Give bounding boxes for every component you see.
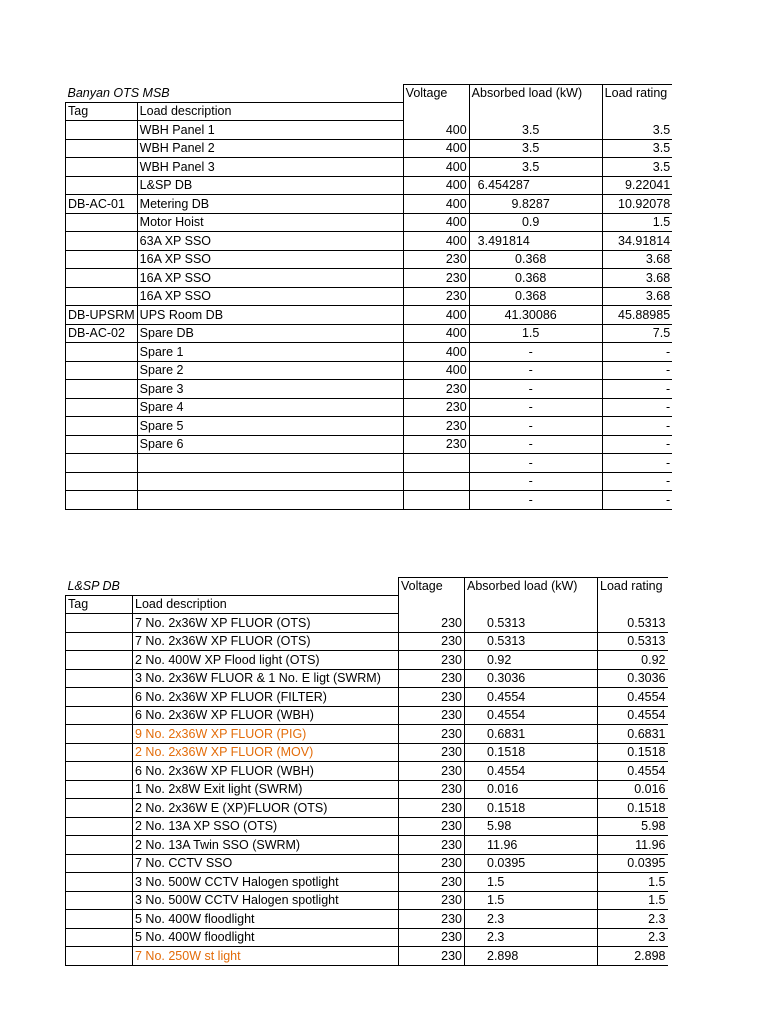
table-row — [66, 910, 668, 929]
voltage-cell: 230 — [399, 910, 465, 929]
voltage-cell: 230 — [403, 435, 469, 454]
absorbed-load-cell: 0.016 — [465, 780, 598, 799]
load-description-cell: 1 No. 2x8W Exit light (SWRM) — [133, 780, 399, 799]
load-rating-cell: 0.3036 — [598, 669, 668, 688]
table-row — [66, 836, 668, 855]
voltage-cell: 230 — [403, 398, 469, 417]
table-title: Banyan OTS MSB — [66, 85, 404, 103]
load-rating-cell: 0.4554 — [598, 688, 668, 707]
load-description-cell: 2 No. 400W XP Flood light (OTS) — [133, 651, 399, 670]
table-row — [66, 762, 668, 781]
absorbed-load-cell: 6.454287 — [469, 176, 602, 195]
tag-cell — [66, 417, 138, 436]
table-row — [66, 947, 668, 966]
absorbed-load-cell: 0.4554 — [465, 762, 598, 781]
voltage-cell: 230 — [399, 836, 465, 855]
load-description-cell: UPS Room DB — [137, 306, 403, 325]
load-description-cell: 7 No. CCTV SSO — [133, 854, 399, 873]
tag-cell — [66, 947, 133, 966]
voltage-cell: 230 — [399, 632, 465, 651]
load-description-cell: Spare 3 — [137, 380, 403, 399]
absorbed-load-cell: 11.96 — [465, 836, 598, 855]
absorbed-load-cell: 0.368 — [469, 269, 602, 288]
load-rating-cell: 2.898 — [598, 947, 668, 966]
load-description-cell: 7 No. 250W st light — [133, 947, 399, 966]
table-row — [66, 651, 668, 670]
voltage-cell: 230 — [399, 762, 465, 781]
tag-cell — [66, 398, 138, 417]
voltage-cell: 400 — [403, 232, 469, 251]
load-description-cell: 16A XP SSO — [137, 287, 403, 306]
load-description-cell: Spare 5 — [137, 417, 403, 436]
absorbed-load-cell: 0.1518 — [465, 743, 598, 762]
voltage-cell: 230 — [403, 250, 469, 269]
table-row — [66, 361, 673, 380]
load-rating-cell: - — [602, 361, 672, 380]
load-rating-cell: 0.5313 — [598, 632, 668, 651]
load-rating-cell: 0.4554 — [598, 762, 668, 781]
tag-cell — [66, 651, 133, 670]
absorbed-load-cell: 1.5 — [465, 891, 598, 910]
tag-cell: DB-UPSRM — [66, 306, 138, 325]
absorbed-load-cell: 2.3 — [465, 928, 598, 947]
tag-cell — [66, 725, 133, 744]
load-description-cell: 2 No. 2x36W E (XP)FLUOR (OTS) — [133, 799, 399, 818]
voltage-cell: 230 — [399, 799, 465, 818]
voltage-cell: 230 — [399, 780, 465, 799]
load-rating-cell: 3.5 — [602, 121, 672, 140]
absorbed-load-cell: - — [469, 435, 602, 454]
load-rating-cell: 3.5 — [602, 158, 672, 177]
tag-cell: DB-AC-01 — [66, 195, 138, 214]
load-description-cell: 9 No. 2x36W XP FLUOR (PIG) — [133, 725, 399, 744]
absorbed-load-cell: 0.3036 — [465, 669, 598, 688]
absorbed-load-cell: 1.5 — [465, 873, 598, 892]
absorbed-load-cell: 0.0395 — [465, 854, 598, 873]
voltage-cell: 230 — [399, 669, 465, 688]
load-description-cell: 6 No. 2x36W XP FLUOR (FILTER) — [133, 688, 399, 707]
voltage-cell: 230 — [403, 380, 469, 399]
tag-cell — [66, 873, 133, 892]
voltage-cell: 230 — [399, 928, 465, 947]
load-rating-cell: 1.5 — [598, 873, 668, 892]
absorbed-load-cell: 3.491814 — [469, 232, 602, 251]
voltage-cell: 230 — [403, 287, 469, 306]
load-description-cell: 2 No. 2x36W XP FLUOR (MOV) — [133, 743, 399, 762]
load-description-cell: 16A XP SSO — [137, 269, 403, 288]
load-description-cell: 16A XP SSO — [137, 250, 403, 269]
load-rating-cell: - — [602, 417, 672, 436]
tag-cell: DB-AC-02 — [66, 324, 138, 343]
absorbed-load-cell: - — [469, 361, 602, 380]
load-rating-cell: 3.68 — [602, 250, 672, 269]
load-description-cell: 3 No. 2x36W FLUOR & 1 No. E ligt (SWRM) — [133, 669, 399, 688]
absorbed-load-cell: 3.5 — [469, 139, 602, 158]
absorbed-load-header: Absorbed load (kW) — [469, 85, 602, 121]
absorbed-load-cell: 5.98 — [465, 817, 598, 836]
absorbed-load-cell: 0.6831 — [465, 725, 598, 744]
load-rating-cell: 5.98 — [598, 817, 668, 836]
tag-cell — [66, 139, 138, 158]
load-description-cell: Spare 6 — [137, 435, 403, 454]
tag-cell — [66, 454, 138, 473]
load-rating-cell: 0.016 — [598, 780, 668, 799]
load-description-cell: Spare 1 — [137, 343, 403, 362]
load-description-cell: L&SP DB — [137, 176, 403, 195]
load-rating-cell: 0.4554 — [598, 706, 668, 725]
table-title: L&SP DB — [66, 578, 399, 596]
tag-cell — [66, 817, 133, 836]
load-description-cell: 6 No. 2x36W XP FLUOR (WBH) — [133, 706, 399, 725]
table-row — [66, 158, 673, 177]
tag-cell — [66, 287, 138, 306]
voltage-cell: 230 — [399, 651, 465, 670]
voltage-cell: 230 — [399, 947, 465, 966]
tag-cell — [66, 614, 133, 633]
tag-cell — [66, 435, 138, 454]
voltage-cell: 400 — [403, 158, 469, 177]
table-row — [66, 435, 673, 454]
load-description-cell: 2 No. 13A Twin SSO (SWRM) — [133, 836, 399, 855]
voltage-cell: 230 — [399, 614, 465, 633]
voltage-cell: 400 — [403, 213, 469, 232]
load-description-cell: Spare 2 — [137, 361, 403, 380]
voltage-cell: 230 — [399, 817, 465, 836]
tag-header: Tag — [66, 102, 138, 121]
load-description-cell: 7 No. 2x36W XP FLUOR (OTS) — [133, 632, 399, 651]
tag-cell — [66, 250, 138, 269]
load-description-cell: 2 No. 13A XP SSO (OTS) — [133, 817, 399, 836]
table-row — [66, 928, 668, 947]
absorbed-load-cell: 3.5 — [469, 158, 602, 177]
table-row — [66, 306, 673, 325]
load-description-cell: 63A XP SSO — [137, 232, 403, 251]
table-row — [66, 139, 673, 158]
voltage-cell — [403, 472, 469, 491]
load-rating-cell: 0.1518 — [598, 743, 668, 762]
voltage-cell: 400 — [403, 324, 469, 343]
absorbed-load-cell: 0.5313 — [465, 614, 598, 633]
absorbed-load-cell: 2.3 — [465, 910, 598, 929]
voltage-cell: 400 — [403, 306, 469, 325]
voltage-cell: 400 — [403, 121, 469, 140]
tag-cell — [66, 762, 133, 781]
voltage-cell: 230 — [399, 688, 465, 707]
load-description-cell: 7 No. 2x36W XP FLUOR (OTS) — [133, 614, 399, 633]
load-description-cell — [137, 454, 403, 473]
voltage-cell: 400 — [403, 343, 469, 362]
load-rating-cell: 34.91814 — [602, 232, 672, 251]
load-rating-cell: - — [602, 343, 672, 362]
load-rating-cell: 0.5313 — [598, 614, 668, 633]
load-rating-cell: 3.68 — [602, 287, 672, 306]
load-description-header: Load description — [137, 102, 403, 121]
load-rating-cell: 7.5 — [602, 324, 672, 343]
tag-cell — [66, 176, 138, 195]
voltage-cell: 230 — [399, 725, 465, 744]
tag-cell — [66, 780, 133, 799]
table-row — [66, 743, 668, 762]
tag-cell — [66, 343, 138, 362]
table-row — [66, 398, 673, 417]
absorbed-load-cell: - — [469, 398, 602, 417]
load-description-cell: 5 No. 400W floodlight — [133, 928, 399, 947]
table-row — [66, 176, 673, 195]
voltage-cell — [403, 454, 469, 473]
load-description-header: Load description — [133, 595, 399, 614]
load-rating-cell: 3.5 — [602, 139, 672, 158]
table-row — [66, 614, 668, 633]
absorbed-load-cell: 9.8287 — [469, 195, 602, 214]
voltage-cell: 230 — [399, 854, 465, 873]
load-description-cell: 3 No. 500W CCTV Halogen spotlight — [133, 891, 399, 910]
load-rating-header: Load rating — [602, 85, 672, 121]
load-description-cell: Spare DB — [137, 324, 403, 343]
load-rating-cell: 2.3 — [598, 928, 668, 947]
absorbed-load-cell: - — [469, 343, 602, 362]
table-row — [66, 873, 668, 892]
load-rating-cell: 1.5 — [598, 891, 668, 910]
load-rating-cell: 2.3 — [598, 910, 668, 929]
load-rating-cell: 11.96 — [598, 836, 668, 855]
load-description-cell: WBH Panel 1 — [137, 121, 403, 140]
table-title-row — [66, 85, 673, 103]
voltage-cell: 230 — [403, 269, 469, 288]
table-row — [66, 232, 673, 251]
tag-cell — [66, 799, 133, 818]
absorbed-load-cell: - — [469, 491, 602, 510]
table-row — [66, 891, 668, 910]
lsp-db-table — [65, 577, 668, 966]
load-description-cell: Spare 4 — [137, 398, 403, 417]
load-rating-cell: 10.92078 — [602, 195, 672, 214]
table-row — [66, 417, 673, 436]
absorbed-load-cell: 0.92 — [465, 651, 598, 670]
tag-cell — [66, 232, 138, 251]
table-row — [66, 343, 673, 362]
tag-cell — [66, 491, 138, 510]
absorbed-load-cell: 0.5313 — [465, 632, 598, 651]
load-rating-cell: - — [602, 380, 672, 399]
tag-cell — [66, 213, 138, 232]
load-description-cell: 6 No. 2x36W XP FLUOR (WBH) — [133, 762, 399, 781]
load-description-cell: Motor Hoist — [137, 213, 403, 232]
table-title-row — [66, 578, 668, 596]
voltage-cell: 230 — [399, 706, 465, 725]
table-row — [66, 454, 673, 473]
load-rating-header: Load rating — [598, 578, 668, 614]
load-description-cell: WBH Panel 2 — [137, 139, 403, 158]
load-rating-cell: 0.6831 — [598, 725, 668, 744]
tag-cell — [66, 836, 133, 855]
table-row — [66, 799, 668, 818]
table-row — [66, 706, 668, 725]
absorbed-load-cell: 0.1518 — [465, 799, 598, 818]
banyan-ots-msb-table — [65, 84, 672, 510]
load-description-cell: 3 No. 500W CCTV Halogen spotlight — [133, 873, 399, 892]
voltage-cell — [403, 491, 469, 510]
tag-cell — [66, 688, 133, 707]
absorbed-load-cell: 41.30086 — [469, 306, 602, 325]
voltage-cell: 400 — [403, 139, 469, 158]
load-description-cell — [137, 472, 403, 491]
table-row — [66, 324, 673, 343]
load-rating-cell: 45.88985 — [602, 306, 672, 325]
load-rating-cell: - — [602, 398, 672, 417]
absorbed-load-cell: 0.9 — [469, 213, 602, 232]
table-row — [66, 269, 673, 288]
load-rating-cell: - — [602, 454, 672, 473]
absorbed-load-cell: 0.4554 — [465, 688, 598, 707]
tag-header: Tag — [66, 595, 133, 614]
table-row — [66, 472, 673, 491]
tag-cell — [66, 380, 138, 399]
tag-cell — [66, 928, 133, 947]
table-row — [66, 780, 668, 799]
absorbed-load-cell: 1.5 — [469, 324, 602, 343]
table-row — [66, 854, 668, 873]
voltage-cell: 230 — [399, 873, 465, 892]
absorbed-load-header: Absorbed load (kW) — [465, 578, 598, 614]
voltage-cell: 230 — [399, 743, 465, 762]
table-row — [66, 632, 668, 651]
tag-cell — [66, 706, 133, 725]
voltage-cell: 400 — [403, 361, 469, 380]
table-row — [66, 287, 673, 306]
load-rating-cell: 9.22041 — [602, 176, 672, 195]
table-row — [66, 725, 668, 744]
absorbed-load-cell: 2.898 — [465, 947, 598, 966]
load-description-cell: 5 No. 400W floodlight — [133, 910, 399, 929]
voltage-cell: 230 — [399, 891, 465, 910]
tag-cell — [66, 743, 133, 762]
absorbed-load-cell: 3.5 — [469, 121, 602, 140]
table-row — [66, 491, 673, 510]
absorbed-load-cell: - — [469, 380, 602, 399]
tag-cell — [66, 121, 138, 140]
tag-cell — [66, 361, 138, 380]
table-row — [66, 817, 668, 836]
tag-cell — [66, 158, 138, 177]
load-description-cell — [137, 491, 403, 510]
tag-cell — [66, 891, 133, 910]
table-row — [66, 669, 668, 688]
load-rating-cell: - — [602, 491, 672, 510]
load-rating-cell: 0.92 — [598, 651, 668, 670]
load-rating-cell: 0.0395 — [598, 854, 668, 873]
table-row — [66, 121, 673, 140]
tag-cell — [66, 632, 133, 651]
load-rating-cell: 0.1518 — [598, 799, 668, 818]
tag-cell — [66, 472, 138, 491]
absorbed-load-cell: 0.368 — [469, 287, 602, 306]
absorbed-load-cell: 0.368 — [469, 250, 602, 269]
load-description-cell: WBH Panel 3 — [137, 158, 403, 177]
absorbed-load-cell: - — [469, 454, 602, 473]
tag-cell — [66, 910, 133, 929]
table-row — [66, 213, 673, 232]
voltage-cell: 400 — [403, 176, 469, 195]
table-row — [66, 195, 673, 214]
table-row — [66, 250, 673, 269]
voltage-cell: 400 — [403, 195, 469, 214]
voltage-cell: 230 — [403, 417, 469, 436]
load-rating-cell: - — [602, 472, 672, 491]
load-rating-cell: 1.5 — [602, 213, 672, 232]
load-description-cell: Metering DB — [137, 195, 403, 214]
load-rating-cell: 3.68 — [602, 269, 672, 288]
absorbed-load-cell: - — [469, 417, 602, 436]
table-row — [66, 380, 673, 399]
tag-cell — [66, 269, 138, 288]
voltage-header: Voltage — [403, 85, 469, 121]
table-row — [66, 688, 668, 707]
tag-cell — [66, 669, 133, 688]
load-rating-cell: - — [602, 435, 672, 454]
absorbed-load-cell: 0.4554 — [465, 706, 598, 725]
absorbed-load-cell: - — [469, 472, 602, 491]
tag-cell — [66, 854, 133, 873]
voltage-header: Voltage — [399, 578, 465, 614]
